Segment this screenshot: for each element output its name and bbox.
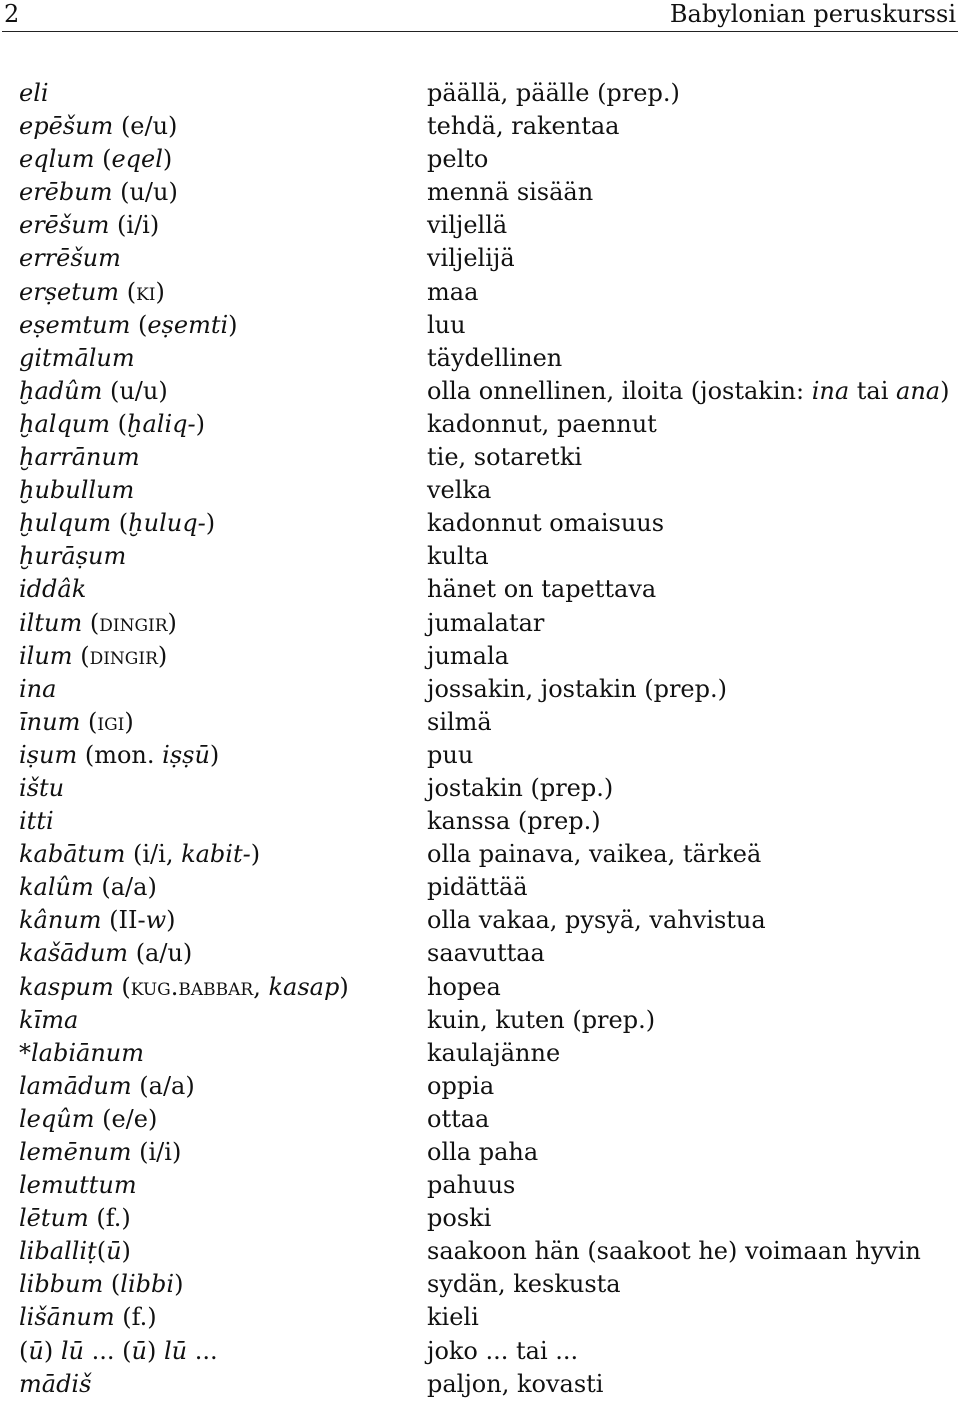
entry-definition xyxy=(427,673,727,706)
glossary-entry xyxy=(0,971,960,1004)
term-segment: ... ( xyxy=(83,1336,132,1365)
def-segment: hänet on tapettava xyxy=(427,575,657,604)
def-segment: jumala xyxy=(427,641,509,670)
entry-definition xyxy=(427,176,593,209)
entry-definition xyxy=(427,1037,560,1070)
term-segment: (i/i, xyxy=(125,840,182,869)
entry-term xyxy=(19,1268,183,1301)
term-segment: kânum xyxy=(19,906,102,935)
def-segment: pelto xyxy=(427,145,489,174)
entry-term xyxy=(19,1368,91,1401)
term-segment: ... xyxy=(187,1336,218,1365)
term-segment: ) xyxy=(167,608,177,637)
entry-term xyxy=(19,838,260,871)
entry-term xyxy=(19,739,219,772)
entry-definition xyxy=(427,1268,621,1301)
term-segment: liballiṭ xyxy=(19,1237,97,1266)
glossary-entry xyxy=(0,342,960,375)
entry-term xyxy=(19,971,349,1004)
glossary-entry xyxy=(0,1235,960,1268)
term-segment: gitmālum xyxy=(19,343,135,372)
glossary-entry xyxy=(0,441,960,474)
entry-definition xyxy=(427,1301,479,1334)
def-segment: olla vakaa, pysyä, vahvistua xyxy=(427,906,766,935)
glossary-entry xyxy=(0,474,960,507)
term-segment: kug.babbar xyxy=(130,972,254,1001)
term-segment: leqûm xyxy=(19,1104,95,1133)
term-segment: lemēnum xyxy=(19,1138,132,1166)
entry-definition xyxy=(427,772,613,805)
def-segment: kuin, kuten (prep.) xyxy=(427,1005,656,1034)
term-segment: w xyxy=(145,906,167,935)
def-segment: jumalatar xyxy=(427,608,545,637)
glossary-entry xyxy=(0,1202,960,1235)
term-segment: (i/i) xyxy=(109,211,160,240)
def-segment: päällä, päälle (prep.) xyxy=(427,79,680,107)
entry-definition xyxy=(427,1004,655,1037)
term-segment: eṣemti xyxy=(147,310,229,339)
entry-definition xyxy=(427,1235,921,1268)
term-segment: itti xyxy=(19,807,54,836)
entry-term xyxy=(19,706,134,739)
entry-term xyxy=(19,276,165,309)
term-segment: (a/a) xyxy=(93,873,157,902)
entry-term xyxy=(19,1169,137,1202)
entry-term xyxy=(19,540,126,573)
entry-definition xyxy=(427,441,582,474)
term-segment: ( xyxy=(96,1237,107,1266)
def-segment: paljon, kovasti xyxy=(427,1369,604,1398)
glossary-entry xyxy=(0,1037,960,1070)
entry-definition xyxy=(427,309,466,342)
def-segment: ottaa xyxy=(427,1104,490,1133)
def-segment: kanssa (prep.) xyxy=(427,807,601,836)
entry-term xyxy=(19,640,167,673)
term-segment: (f.) xyxy=(88,1204,131,1233)
term-segment: iddâk xyxy=(19,575,87,604)
def-segment: ) xyxy=(940,376,950,405)
entry-definition xyxy=(427,342,562,375)
entry-definition xyxy=(427,1169,515,1202)
term-segment: kabit- xyxy=(181,840,251,869)
term-segment: (i/i) xyxy=(131,1138,182,1166)
def-segment: kadonnut omaisuus xyxy=(427,509,665,538)
def-segment: sydän, keskusta xyxy=(427,1270,621,1299)
term-segment: eqlum xyxy=(19,145,95,174)
glossary-entry xyxy=(0,640,960,673)
def-segment: poski xyxy=(427,1204,492,1233)
glossary-entry xyxy=(0,1136,960,1169)
def-segment: puu xyxy=(427,740,474,769)
def-segment: jostakin (prep.) xyxy=(427,773,614,802)
entry-definition xyxy=(427,242,515,275)
term-segment: ( xyxy=(82,608,100,637)
entry-term xyxy=(19,937,192,970)
entry-term xyxy=(19,673,56,706)
glossary-entry xyxy=(0,1004,960,1037)
entry-term xyxy=(19,573,86,606)
entry-term xyxy=(19,1004,78,1037)
def-segment: oppia xyxy=(427,1071,495,1100)
glossary-entry xyxy=(0,904,960,937)
glossary-entry xyxy=(0,1070,960,1103)
def-segment: ina xyxy=(811,376,850,405)
entry-term xyxy=(19,441,140,474)
term-segment: epēšum xyxy=(19,112,114,141)
page-number: 2 xyxy=(4,0,20,28)
term-segment: , xyxy=(253,972,269,1001)
term-segment: (a/a) xyxy=(131,1071,195,1100)
term-segment: ( xyxy=(19,1336,29,1365)
glossary-entry xyxy=(0,209,960,242)
def-segment: mennä sisään xyxy=(427,178,594,207)
term-segment: lū xyxy=(60,1336,84,1365)
def-segment: joko ... tai ... xyxy=(427,1336,579,1365)
entry-definition xyxy=(427,573,656,606)
entry-term xyxy=(19,77,49,110)
term-segment: dingir xyxy=(99,608,168,637)
term-segment: ḫulqum xyxy=(19,509,112,538)
def-segment: viljelijä xyxy=(427,244,515,273)
entry-definition xyxy=(427,110,619,143)
term-segment: ḫarrānum xyxy=(19,443,140,472)
def-segment: maa xyxy=(427,277,479,306)
term-segment: labiānum xyxy=(31,1038,145,1067)
entry-term xyxy=(19,209,159,242)
entry-term xyxy=(19,375,168,408)
term-segment: ) xyxy=(250,840,261,869)
entry-definition xyxy=(427,739,473,772)
entry-term xyxy=(19,309,238,342)
entry-definition xyxy=(427,1103,489,1136)
glossary-entry xyxy=(0,1103,960,1136)
term-segment: ū xyxy=(28,1336,44,1365)
term-segment: ) xyxy=(166,906,176,935)
entry-term xyxy=(19,1070,195,1103)
glossary-entry xyxy=(0,607,960,640)
running-title: Babylonian peruskurssi xyxy=(669,0,956,28)
entry-term xyxy=(19,805,54,838)
glossary-entry xyxy=(0,375,960,408)
term-segment: ) xyxy=(162,145,173,174)
term-segment: ) xyxy=(124,707,134,736)
term-segment: kabātum xyxy=(19,840,126,869)
entry-definition xyxy=(427,937,545,970)
term-segment: ) xyxy=(146,1336,164,1365)
term-segment: ) xyxy=(205,509,216,538)
term-segment: ilum xyxy=(19,641,73,670)
def-segment: tie, sotaretki xyxy=(427,443,583,472)
entry-term xyxy=(19,607,177,640)
term-segment: iṣum xyxy=(19,740,78,769)
glossary-entry xyxy=(0,937,960,970)
term-segment: erṣetum xyxy=(19,277,120,306)
term-segment: ( xyxy=(72,641,90,670)
term-segment: lemuttum xyxy=(19,1171,137,1200)
term-segment: erēbum xyxy=(19,178,113,207)
term-segment: ( xyxy=(80,707,98,736)
entry-definition xyxy=(427,706,492,739)
term-segment: ištu xyxy=(19,773,65,802)
def-segment: saavuttaa xyxy=(427,939,545,968)
glossary-entry xyxy=(0,143,960,176)
def-segment: olla onnellinen, iloita (jostakin: xyxy=(427,376,812,405)
header-rule xyxy=(2,31,958,32)
glossary-entry xyxy=(0,276,960,309)
entry-definition xyxy=(427,540,489,573)
term-segment: ) xyxy=(155,277,165,306)
term-segment: ina xyxy=(19,674,57,703)
glossary-entry xyxy=(0,242,960,275)
entry-term xyxy=(19,1136,181,1169)
def-segment: olla paha xyxy=(427,1138,539,1166)
term-segment: ḫalqum xyxy=(19,409,111,438)
term-segment: (a/u) xyxy=(128,939,193,968)
entry-definition xyxy=(427,77,680,110)
entry-definition xyxy=(427,871,528,904)
entry-definition xyxy=(427,209,507,242)
entry-term xyxy=(19,342,135,375)
glossary-entry xyxy=(0,77,960,110)
term-segment: kaspum xyxy=(19,972,114,1001)
entry-definition xyxy=(427,474,491,507)
glossary-entry xyxy=(0,408,960,441)
term-segment: ) xyxy=(228,310,238,339)
term-segment: lamādum xyxy=(19,1071,132,1100)
term-segment: ) xyxy=(339,972,349,1001)
entry-definition xyxy=(427,971,501,1004)
entry-definition xyxy=(427,640,509,673)
glossary-entry xyxy=(0,1169,960,1202)
def-segment: kieli xyxy=(427,1303,479,1332)
term-segment: ḫuluq- xyxy=(128,509,206,538)
term-segment: ) xyxy=(195,409,205,438)
entry-term xyxy=(19,1301,157,1334)
glossary-list xyxy=(0,77,960,1401)
glossary-entry xyxy=(0,1335,960,1368)
entry-term xyxy=(19,1335,218,1368)
glossary-entry xyxy=(0,805,960,838)
page-header xyxy=(0,0,960,32)
term-segment: ( xyxy=(111,509,129,538)
entry-definition xyxy=(427,1335,578,1368)
term-segment: errēšum xyxy=(19,244,121,273)
glossary-entry xyxy=(0,573,960,606)
entry-definition xyxy=(427,375,949,408)
term-segment: (II- xyxy=(101,906,146,935)
term-segment: kašādum xyxy=(19,939,129,968)
entry-term xyxy=(19,143,172,176)
term-segment: dingir xyxy=(89,641,158,670)
def-segment: viljellä xyxy=(427,211,508,240)
term-segment: (u/u) xyxy=(102,376,168,405)
entry-term xyxy=(19,772,64,805)
entry-definition xyxy=(427,143,488,176)
entry-term xyxy=(19,1103,157,1136)
def-segment: kulta xyxy=(427,542,489,571)
def-segment: silmä xyxy=(427,707,492,736)
glossary-entry xyxy=(0,739,960,772)
entry-term xyxy=(19,1037,144,1070)
def-segment: täydellinen xyxy=(427,343,563,372)
term-segment: eli xyxy=(19,79,49,107)
def-segment: saakoon hän (saakoot he) voimaan hyvin xyxy=(427,1237,921,1266)
term-segment: eqel xyxy=(111,145,163,174)
entry-definition xyxy=(427,805,601,838)
term-segment: kasap xyxy=(268,972,340,1001)
entry-term xyxy=(19,110,177,143)
term-segment: mādiš xyxy=(19,1369,92,1398)
entry-definition xyxy=(427,607,544,640)
entry-term xyxy=(19,1235,131,1268)
term-segment: ḫurāṣum xyxy=(19,542,127,571)
glossary-entry xyxy=(0,772,960,805)
entry-term xyxy=(19,904,176,937)
term-segment: erēšum xyxy=(19,211,110,240)
entry-definition xyxy=(427,904,766,937)
entry-definition xyxy=(427,1136,538,1169)
term-segment: ( xyxy=(94,145,112,174)
def-segment: hopea xyxy=(427,972,501,1001)
term-segment: ū xyxy=(106,1237,122,1266)
glossary-entry xyxy=(0,507,960,540)
entry-definition xyxy=(427,1368,603,1401)
term-segment: īnum xyxy=(19,707,81,736)
term-segment: (mon. xyxy=(77,740,163,769)
def-segment: luu xyxy=(427,310,466,339)
def-segment: kadonnut, paennut xyxy=(427,409,657,438)
glossary-entry xyxy=(0,1301,960,1334)
term-segment: ( xyxy=(103,1270,121,1299)
term-segment: ) xyxy=(121,1237,131,1266)
term-segment: ki xyxy=(136,277,156,306)
entry-definition xyxy=(427,838,761,871)
term-segment: (u/u) xyxy=(112,178,178,207)
glossary-entry xyxy=(0,309,960,342)
entry-term xyxy=(19,1202,131,1235)
term-segment: (e/e) xyxy=(94,1104,158,1133)
entry-definition xyxy=(427,276,478,309)
term-segment: ) xyxy=(43,1336,61,1365)
def-segment: tehdä, rakentaa xyxy=(427,112,620,141)
term-segment: ) xyxy=(174,1270,184,1299)
term-segment: libbum xyxy=(19,1270,104,1299)
glossary-entry xyxy=(0,176,960,209)
term-segment: lišānum xyxy=(19,1303,115,1332)
entry-definition xyxy=(427,1202,491,1235)
glossary-entry xyxy=(0,110,960,143)
entry-definition xyxy=(427,408,657,441)
term-segment: ) xyxy=(157,641,168,670)
def-segment: tai xyxy=(849,376,897,405)
term-segment: lētum xyxy=(19,1204,89,1233)
term-segment: (f.) xyxy=(114,1303,157,1332)
term-segment: ḫubullum xyxy=(19,476,135,505)
term-segment: igi xyxy=(97,707,125,736)
glossary-entry xyxy=(0,1368,960,1401)
term-segment: iṣṣū xyxy=(162,740,210,769)
term-segment: ( xyxy=(119,277,137,306)
def-segment: pahuus xyxy=(427,1171,516,1200)
term-segment: ḫaliq- xyxy=(127,409,196,438)
term-segment: ū xyxy=(131,1336,147,1365)
glossary-entry xyxy=(0,706,960,739)
glossary-entry xyxy=(0,673,960,706)
term-segment: kalûm xyxy=(19,873,94,902)
def-segment: velka xyxy=(427,476,492,505)
def-segment: jossakin, jostakin (prep.) xyxy=(427,674,727,703)
entry-term xyxy=(19,408,205,441)
term-segment: ( xyxy=(113,972,131,1001)
term-segment: libbi xyxy=(120,1270,175,1299)
def-segment: kaulajänne xyxy=(427,1038,561,1067)
entry-term xyxy=(19,176,178,209)
glossary-entry xyxy=(0,871,960,904)
term-segment: lū xyxy=(163,1336,188,1365)
term-segment: (e/u) xyxy=(113,112,178,141)
glossary-entry xyxy=(0,540,960,573)
term-segment: ( xyxy=(110,409,128,438)
def-segment: pidättää xyxy=(427,873,528,902)
term-segment: * xyxy=(19,1038,31,1067)
entry-term xyxy=(19,507,215,540)
term-segment: eṣemtum xyxy=(19,310,131,339)
glossary-entry xyxy=(0,1268,960,1301)
entry-definition xyxy=(427,1070,494,1103)
term-segment: ḫadûm xyxy=(19,376,103,405)
entry-definition xyxy=(427,507,664,540)
term-segment: kīma xyxy=(19,1005,79,1034)
term-segment: iltum xyxy=(19,608,83,637)
entry-term xyxy=(19,474,134,507)
def-segment: olla painava, vaikea, tärkeä xyxy=(427,840,762,869)
glossary-entry xyxy=(0,838,960,871)
def-segment: ana xyxy=(896,376,941,405)
term-segment: ( xyxy=(130,310,148,339)
entry-term xyxy=(19,242,121,275)
entry-term xyxy=(19,871,157,904)
term-segment: ) xyxy=(209,740,220,769)
